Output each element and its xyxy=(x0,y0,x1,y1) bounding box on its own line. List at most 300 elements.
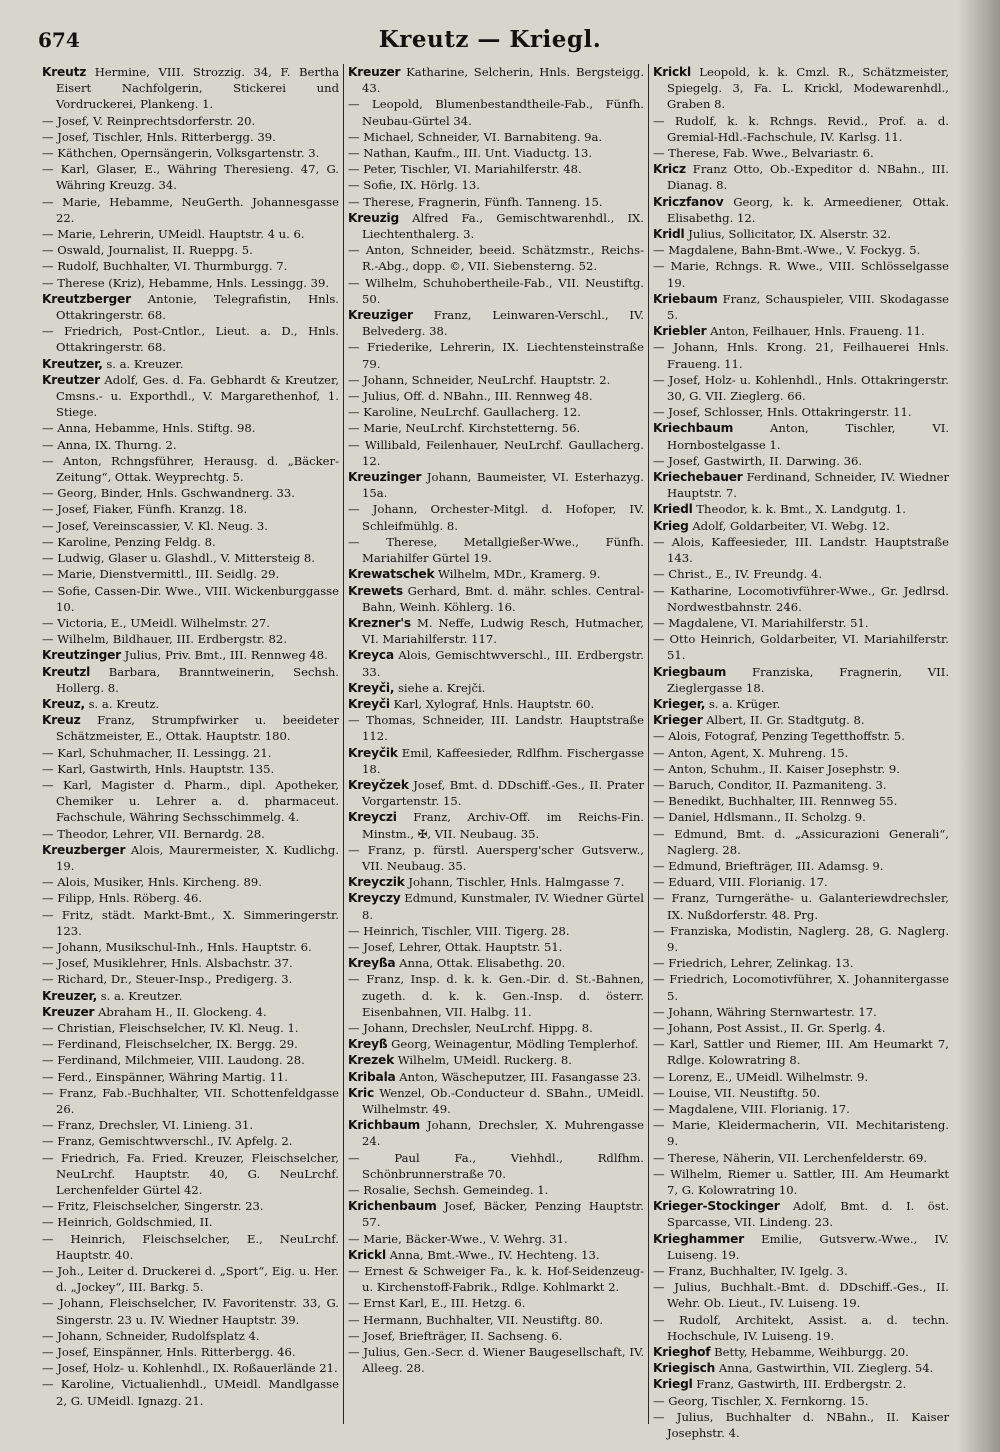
entry-details: Alfred Fa., Gemischtwarenhdl., IX. Liechtenthalerg. 3. xyxy=(362,210,644,242)
directory-entry xyxy=(42,631,339,647)
entry-details: — Therese, Näherin, VII. Lerchenfelderstr. 69. xyxy=(653,1150,928,1165)
directory-columns xyxy=(38,64,954,1441)
directory-entry xyxy=(42,777,339,826)
entry-details: — Franz, p. fürstl. Auersperg'scher Gutsverw., VII. Neubaug. 35. xyxy=(348,842,644,873)
entry-surname: Krieger-Stockinger xyxy=(653,1199,780,1214)
entry-details: — Josef, V. Reinprechtsdorferstr. 20. xyxy=(42,113,256,128)
directory-entry xyxy=(42,275,339,291)
entry-details: — Anton, Rchngsführer, Herausg. d. „Bäcker-Zeitung“, Ottak. Weyprechtg. 5. xyxy=(42,453,339,485)
entry-details: Edmund, Kunstmaler, IV. Wiedner Gürtel 8. xyxy=(362,891,644,922)
directory-entry xyxy=(42,1069,339,1085)
entry-surname: Krewatschek xyxy=(348,567,435,582)
entry-details: Alois, Maurermeister, X. Kudlichg. 19. xyxy=(56,842,340,873)
entry-details: Anna, Gastwirthin, VII. Zieglerg. 54. xyxy=(718,1361,934,1376)
directory-entry xyxy=(653,1150,949,1166)
entry-details: — Ernest & Schweiger Fa., k. k. Hof-Seidenzeug- u. Kirchenstoff-Fabrik., Rdlge. Kohlmarkt 2. xyxy=(348,1264,644,1295)
entry-details: Adolf, Bmt. d. I. öst. Sparcasse, VII. Lindeng. 23. xyxy=(667,1199,949,1230)
directory-entry xyxy=(348,372,644,388)
entry-details: — Johann, Drechsler, NeuLrchf. Hippg. 8. xyxy=(348,1020,593,1035)
directory-entry xyxy=(653,1312,949,1344)
directory-entry xyxy=(42,1150,339,1199)
directory-entry xyxy=(42,1376,339,1408)
entry-details: — Josef, Holz- u. Kohlenhdl., Hnls. Ottakringerstr. 30, G. VII. Zieglerg. 66. xyxy=(653,372,949,404)
entry-details: — Fritz, Fleischselcher, Singerstr. 23. xyxy=(42,1199,264,1214)
directory-entry xyxy=(653,1360,949,1376)
entry-details: — Marie, Bäcker-Wwe., V. Wehrg. 31. xyxy=(348,1231,568,1246)
directory-entry xyxy=(42,939,339,955)
entry-details: Josef, Bmt. d. DDschiff.-Ges., II. Prater Vorgartenstr. 15. xyxy=(362,777,645,809)
entry-surname: Kreyczi xyxy=(348,810,397,825)
entry-details: — Karl, Sattler und Riemer, III. Am Heumarkt 7, Rdlge. Kolowratring 8. xyxy=(653,1037,949,1068)
entry-details: — Julius, Buchhalt.-Bmt. d. DDschiff.-Ges., II. Wehr. Ob. Lieut., IV. Luiseng. 19. xyxy=(653,1280,949,1311)
entry-details: — Josef, Musiklehrer, Hnls. Alsbachstr. 37. xyxy=(42,956,293,971)
entry-surname: Kreyßa xyxy=(348,956,396,971)
entry-details: — Anton, Agent, X. Muhreng. 15. xyxy=(653,745,849,760)
entry-surname: Kreutzl xyxy=(42,664,91,679)
directory-entry xyxy=(348,583,644,615)
entry-surname: Krezek xyxy=(348,1053,394,1068)
entry-details: — Josef, Schlosser, Hnls. Ottakringerstr. 11. xyxy=(653,405,912,420)
directory-entry xyxy=(653,226,949,242)
entry-details: — Johann, Schneider, Rudolfsplatz 4. xyxy=(42,1328,260,1343)
entry-details: Johann, Tischler, Hnls. Halmgasse 7. xyxy=(408,875,625,890)
entry-details: — Karoline, NeuLrchf. Gaullacherg. 12. xyxy=(348,405,581,420)
directory-entry xyxy=(653,1231,949,1263)
entry-details: — Friederike, Lehrerin, IX. Liechtensteinstraße 79. xyxy=(348,340,644,371)
entry-details: — Johann, Post Assist., II. Gr. Sperlg. 4. xyxy=(653,1020,886,1035)
entry-surname: Krickl xyxy=(653,65,691,79)
entry-details: — Anna, IX. Thurng. 2. xyxy=(42,437,177,452)
directory-entry xyxy=(348,745,644,777)
directory-entry xyxy=(42,1231,339,1263)
directory-entry xyxy=(653,145,949,161)
directory-entry xyxy=(348,469,644,501)
directory-entry xyxy=(348,955,644,971)
directory-entry xyxy=(653,518,949,534)
entry-details: s. a. Krüger. xyxy=(708,696,781,711)
entry-details: — Theodor, Lehrer, VII. Bernardg. 28. xyxy=(42,826,265,841)
entry-surname: Kreyčzek xyxy=(348,777,409,792)
directory-entry xyxy=(653,242,949,258)
entry-details: — Johann, Musikschul-Inh., Hnls. Hauptstr. 6. xyxy=(42,939,312,954)
entry-surname: Kreutzberger xyxy=(42,291,131,306)
directory-entry xyxy=(42,453,339,485)
entry-details: — Anton, Schuhm., II. Kaiser Josephstr. 9. xyxy=(653,761,900,776)
directory-entry xyxy=(653,809,949,825)
directory-entry xyxy=(42,842,339,874)
entry-details: — Georg, Tischler, X. Fernkorng. 15. xyxy=(653,1393,869,1408)
entry-details: — Karl, Gastwirth, Hnls. Hauptstr. 135. xyxy=(42,761,275,776)
entry-details: — Daniel, Hdlsmann., II. Scholzg. 9. xyxy=(653,810,866,825)
entry-surname: Kreuzer xyxy=(348,65,401,79)
entry-details: Franziska, Fragnerin, VII. Zieglergasse 18. xyxy=(667,664,949,695)
directory-entry xyxy=(653,777,949,793)
directory-entry xyxy=(653,469,949,501)
running-head: Kreutz — Kriegl. xyxy=(378,26,602,53)
entry-details: — Christ., E., IV. Freundg. 4. xyxy=(653,567,823,582)
entry-details: — Richard, Dr., Steuer-Insp., Predigerg. 3. xyxy=(42,972,293,987)
directory-entry xyxy=(348,1182,644,1198)
entry-details: — Alois, Kaffeesieder, III. Landstr. Hauptstraße 143. xyxy=(653,534,949,566)
directory-entry xyxy=(348,307,644,339)
entry-details: — Marie, Rchngs. R. Wwe., VIII. Schlösselgasse 19. xyxy=(653,259,949,290)
directory-entry xyxy=(348,534,644,566)
directory-entry xyxy=(653,874,949,890)
entry-details: Josef, Bäcker, Penzing Hauptstr. 57. xyxy=(362,1199,644,1230)
directory-entry xyxy=(348,339,644,371)
directory-entry xyxy=(348,1052,644,1068)
column-middle xyxy=(343,64,648,1424)
entry-details: — Therese, Fragnerin, Fünfh. Tanneng. 15. xyxy=(348,194,603,209)
entry-details: — Heinrich, Tischler, VIII. Tigerg. 28. xyxy=(348,923,570,938)
directory-entry xyxy=(42,1295,339,1327)
directory-entry xyxy=(348,388,644,404)
directory-entry xyxy=(348,842,644,874)
directory-entry xyxy=(653,1036,949,1068)
entry-details: Betty, Hebamme, Weihburgg. 20. xyxy=(714,1345,909,1360)
entry-details: — Wilhelm, Schuhobertheile-Fab., VII. Neustiftg. 50. xyxy=(348,275,644,306)
entry-details: — Rosalie, Sechsh. Gemeindeg. 1. xyxy=(348,1183,549,1198)
entry-details: Katharine, Selcherin, Hnls. Bergsteigg. 43. xyxy=(362,65,645,96)
entry-details: — Christian, Fleischselcher, IV. Kl. Neug. 1. xyxy=(42,1020,299,1035)
directory-entry xyxy=(653,971,949,1003)
directory-entry xyxy=(42,242,339,258)
directory-entry xyxy=(348,64,644,96)
directory-entry xyxy=(653,1198,949,1230)
entry-details: — Filipp, Hnls. Röberg. 46. xyxy=(42,891,203,906)
entry-details: — Victoria, E., UMeidl. Wilhelmstr. 27. xyxy=(42,615,270,630)
entry-surname: Kreyca xyxy=(348,648,394,663)
directory-entry xyxy=(42,437,339,453)
entry-details: Leopold, k. k. Cmzl. R., Schätzmeister, Spiegelg. 3, Fa. L. Krickl, Modewarenhdl., Graben 8. xyxy=(667,65,950,112)
entry-details: — Therese (Kriz), Hebamme, Hnls. Lessingg. 39. xyxy=(42,275,330,290)
entry-details: — Johann, Schneider, NeuLrchf. Hauptstr. 2. xyxy=(348,372,611,387)
entry-surname: Kreutzer, xyxy=(42,356,103,371)
directory-entry xyxy=(348,1344,644,1376)
entry-details: — Ernst Karl, E., III. Hetzg. 6. xyxy=(348,1296,526,1311)
entry-details: Franz, Strumpfwirker u. beeideter Schätzmeister, E., Ottak. Hauptstr. 180. xyxy=(56,713,339,744)
entry-surname: Kreuzig xyxy=(348,210,399,225)
entry-surname: Krieger, xyxy=(653,696,706,711)
directory-entry xyxy=(653,323,949,339)
entry-details: Adolf, Ges. d. Fa. Gebhardt & Kreutzer, Cmsns.- u. Exporthdl., V. Margarethenhof, 1. Stiege. xyxy=(56,372,339,420)
entry-surname: Krewets xyxy=(348,583,403,598)
entry-details: Emil, Kaffeesieder, Rdlfhm. Fischergasse 18. xyxy=(362,745,645,776)
directory-entry xyxy=(348,1117,644,1149)
column-right xyxy=(648,64,953,1441)
directory-entry xyxy=(42,696,339,712)
entry-surname: Kriegbaum xyxy=(653,664,727,679)
directory-entry xyxy=(653,761,949,777)
entry-details: Anton, Wäscheputzer, III. Fasangasse 23. xyxy=(399,1069,642,1084)
page-header xyxy=(38,26,942,62)
entry-details: Georg, Weinagentur, Mödling Templerhof. xyxy=(391,1037,639,1052)
directory-entry xyxy=(42,1052,339,1068)
entry-details: — Lorenz, E., UMeidl. Wilhelmstr. 9. xyxy=(653,1069,869,1084)
entry-details: — Marie, Kleidermacherin, VII. Mechitaristeng. 9. xyxy=(653,1118,949,1149)
directory-entry xyxy=(42,1117,339,1133)
entry-surname: Kreuzinger xyxy=(348,470,422,485)
entry-surname: Kridl xyxy=(653,227,685,242)
entry-details: — Josef, Tischler, Hnls. Ritterbergg. 39. xyxy=(42,129,276,144)
directory-entry xyxy=(348,129,644,145)
entry-details: Barbara, Branntweinerin, Sechsh. Hollerg. 8. xyxy=(56,664,339,695)
entry-details: — Ferd., Einspänner, Währing Martig. 11. xyxy=(42,1069,288,1084)
entry-details: Ferdinand, Schneider, IV. Wiedner Hauptstr. 7. xyxy=(667,470,950,501)
entry-surname: Kribala xyxy=(348,1069,396,1084)
directory-entry xyxy=(653,194,949,226)
entry-details: — Marie, Hebamme, NeuGerth. Johannesgasse 22. xyxy=(42,194,339,225)
entry-details: Karl, Xylograf, Hnls. Hauptstr. 60. xyxy=(393,696,595,711)
directory-entry xyxy=(348,1198,644,1230)
entry-details: — Franz, Gemischtwverschl., IV. Apfelg. 2. xyxy=(42,1134,293,1149)
directory-entry xyxy=(653,1263,949,1279)
entry-details: — Josef, Einspänner, Hnls. Ritterbergg. 46. xyxy=(42,1345,296,1360)
entry-details: — Johann, Orchester-Mitgl. d. Hofoper, IV. Schleifmühlg. 8. xyxy=(348,502,644,533)
entry-details: — Marie, Lehrerin, UMeidl. Hauptstr. 4 u. 6. xyxy=(42,227,305,242)
entry-surname: Kriechbaum xyxy=(653,421,734,436)
directory-entry xyxy=(348,1263,644,1295)
directory-entry xyxy=(348,647,644,679)
entry-details: — Marie, Dienstvermittl., III. Seidlg. 29. xyxy=(42,567,280,582)
directory-entry xyxy=(42,501,339,517)
column-left xyxy=(38,64,343,1424)
directory-entry xyxy=(653,64,949,113)
directory-entry xyxy=(653,615,949,631)
entry-details: — Baruch, Conditor, II. Pazmaniteng. 3. xyxy=(653,777,887,792)
directory-entry xyxy=(653,161,949,193)
entry-details: — Josef, Fiaker, Fünfh. Kranzg. 18. xyxy=(42,502,248,517)
directory-entry xyxy=(42,1133,339,1149)
entry-details: — Georg, Binder, Hnls. Gschwandnerg. 33. xyxy=(42,486,295,501)
directory-entry xyxy=(348,275,644,307)
directory-entry xyxy=(348,566,644,582)
directory-entry xyxy=(348,501,644,533)
entry-surname: Krichbaum xyxy=(348,1118,421,1133)
entry-details: Antonie, Telegrafistin, Hnls. Ottakringerstr. 68. xyxy=(56,291,339,323)
entry-details: Anna, Ottak. Elisabethg. 20. xyxy=(399,956,566,971)
directory-entry xyxy=(42,971,339,987)
directory-entry xyxy=(42,1198,339,1214)
directory-entry xyxy=(42,420,339,436)
entry-surname: Kreutzer xyxy=(42,372,100,387)
directory-entry xyxy=(42,1004,339,1020)
entry-details: — Rudolf, k. k. Rchngs. Revid., Prof. a. d. Gremial-Hdl.-Fachschule, IV. Karlsg. 11. xyxy=(653,113,949,144)
entry-details: — Josef, Holz- u. Kohlenhdl., IX. Roßauerlände 21. xyxy=(42,1361,338,1376)
directory-entry xyxy=(42,1020,339,1036)
entry-surname: Kriebaum xyxy=(653,291,718,306)
directory-entry xyxy=(42,988,339,1004)
entry-details: Abraham H., II. Glockeng. 4. xyxy=(98,1004,267,1019)
directory-entry xyxy=(348,1231,644,1247)
entry-details: — Johann, Währing Sternwartestr. 17. xyxy=(653,1004,877,1019)
directory-entry xyxy=(42,874,339,890)
entry-details: Wenzel, Ob.-Conducteur d. SBahn., UMeidl. Wilhelmstr. 49. xyxy=(362,1085,644,1116)
entry-details: Albert, II. Gr. Stadtgutg. 8. xyxy=(706,713,865,728)
entry-details: — Franz, Turngeräthe- u. Galanteriewdrechsler, IX. Nußdorferstr. 48. Prg. xyxy=(653,891,949,922)
entry-details: — Josef, Lehrer, Ottak. Hauptstr. 51. xyxy=(348,939,563,954)
entry-details: — Julius, Buchhalter d. NBahn., II. Kaiser Josephstr. 4. xyxy=(653,1409,949,1441)
entry-details: — Julius, Off. d. NBahn., III. Rennweg 48. xyxy=(348,389,593,404)
entry-details: — Nathan, Kaufm., III. Unt. Viaductg. 13. xyxy=(348,146,593,161)
entry-details: — Karl, Glaser, E., Währing Theresieng. 47, G. Währing Kreuzg. 34. xyxy=(42,162,339,193)
entry-details: — Leopold, Blumenbestandtheile-Fab., Fünfh. Neubau-Gürtel 34. xyxy=(348,97,644,128)
directory-entry xyxy=(653,566,949,582)
directory-entry xyxy=(653,1166,949,1198)
entry-surname: Kric xyxy=(348,1085,375,1100)
entry-details: — Magdalene, Bahn-Bmt.-Wwe., V. Fockyg. 5. xyxy=(653,243,921,258)
directory-entry xyxy=(42,826,339,842)
entry-details: Anton, Feilhauer, Hnls. Fraueng. 11. xyxy=(710,324,925,339)
entry-surname: Kreuzer xyxy=(42,1004,95,1019)
entry-details: — Heinrich, Goldschmied, II. xyxy=(42,1215,213,1230)
directory-entry xyxy=(653,1004,949,1020)
entry-details: Julius, Sollicitator, IX. Alserstr. 32. xyxy=(688,227,891,242)
entry-details: — Marie, NeuLrchf. Kirchstetterng. 56. xyxy=(348,421,581,436)
entry-surname: Krezner's xyxy=(348,615,411,630)
entry-details: — Louise, VII. Neustiftg. 50. xyxy=(653,1085,821,1100)
directory-entry xyxy=(348,696,644,712)
entry-surname: Kreyči, xyxy=(348,680,395,695)
entry-details: — Fritz, städt. Markt-Bmt., X. Simmeringerstr. 123. xyxy=(42,907,339,938)
directory-entry xyxy=(653,501,949,517)
directory-entry xyxy=(42,1344,339,1360)
directory-entry xyxy=(653,583,949,615)
entry-details: — Magdalene, VIII. Florianig. 17. xyxy=(653,1102,850,1116)
entry-surname: Kriedl xyxy=(653,502,693,517)
directory-entry xyxy=(42,955,339,971)
entry-details: — Franz, Fab.-Buchhalter, VII. Schottenfeldgasse 26. xyxy=(42,1085,339,1116)
entry-details: Julius, Priv. Bmt., III. Rennweg 48. xyxy=(124,648,328,663)
entry-details: — Josef, Briefträger, II. Sachseng. 6. xyxy=(348,1328,563,1343)
entry-surname: Kreuzer, xyxy=(42,988,98,1003)
entry-details: Gerhard, Bmt. d. mähr. schles. Central-Bahn, Weinh. Köhlerg. 16. xyxy=(362,583,644,614)
directory-entry xyxy=(42,745,339,761)
entry-details: — Rudolf, Buchhalter, VI. Thurmburgg. 7. xyxy=(42,259,288,274)
directory-entry xyxy=(42,1214,339,1230)
directory-entry xyxy=(653,858,949,874)
directory-entry xyxy=(348,939,644,955)
entry-details: Johann, Drechsler, X. Muhrengasse 24. xyxy=(362,1118,644,1149)
entry-details: — Oswald, Journalist, II. Rueppg. 5. xyxy=(42,243,253,258)
entry-details: — Thomas, Schneider, III. Landstr. Hauptstraße 112. xyxy=(348,713,644,744)
entry-details: — Karoline, Victualienhdl., UMeidl. Mandlgasse 2, G. UMeidl. Ignazg. 21. xyxy=(42,1377,339,1408)
directory-entry xyxy=(653,372,949,404)
entry-details: Franz, Leinwaren-Verschl., IV. Belvederg. 38. xyxy=(362,308,644,339)
entry-surname: Krickl xyxy=(348,1247,386,1262)
directory-entry xyxy=(42,372,339,421)
entry-surname: Kreuzberger xyxy=(42,842,126,857)
directory-entry xyxy=(42,258,339,274)
entry-details: — Edmund, Briefträger, III. Adamsg. 9. xyxy=(653,858,884,873)
directory-entry xyxy=(348,1036,644,1052)
directory-entry xyxy=(653,453,949,469)
entry-details: — Friedrich, Lehrer, Zelinkag. 13. xyxy=(653,956,854,971)
entry-surname: Kreutzinger xyxy=(42,648,121,663)
entry-details: — Alois, Fotograf, Penzing Tegetthoffstr. 5. xyxy=(653,729,905,744)
directory-entry xyxy=(42,566,339,582)
directory-entry xyxy=(348,890,644,922)
directory-entry xyxy=(348,1295,644,1311)
directory-entry xyxy=(42,1263,339,1295)
directory-entry xyxy=(653,1279,949,1311)
entry-details: Adolf, Goldarbeiter, VI. Webg. 12. xyxy=(692,518,890,533)
directory-entry xyxy=(653,113,949,145)
directory-entry xyxy=(348,145,644,161)
entry-details: — Rudolf, Architekt, Assist. a. d. techn. Hochschule, IV. Luiseng. 19. xyxy=(653,1312,949,1343)
entry-details: — Wilhelm, Riemer u. Sattler, III. Am Heumarkt 7, G. Kolowratring 10. xyxy=(653,1166,949,1198)
entry-details: M. Neffe, Ludwig Resch, Hutmacher, VI. Mariahilferstr. 117. xyxy=(362,615,644,647)
entry-details: — Friedrich, Locomotivführer, X. Johannitergasse 5. xyxy=(653,972,949,1003)
entry-details: — Michael, Schneider, VI. Barnabiteng. 9a. xyxy=(348,129,603,144)
entry-details: Anton, Tischler, VI. Hornbostelgasse 1. xyxy=(667,421,950,452)
directory-entry xyxy=(348,242,644,274)
directory-entry xyxy=(348,1020,644,1036)
entry-details: Franz, Archiv-Off. im Reichs-Fin. Minstm., ✠, VII. Neubaug. 35. xyxy=(362,810,644,841)
directory-entry xyxy=(348,210,644,242)
directory-entry xyxy=(42,615,339,631)
entry-surname: Kriegisch xyxy=(653,1361,716,1376)
entry-surname: Krieger xyxy=(653,713,703,728)
entry-details: — Sofie, IX. Hörlg. 13. xyxy=(348,178,480,193)
entry-details: — Heinrich, Fleischselcher, E., NeuLrchf. Hauptstr. 40. xyxy=(42,1231,339,1262)
entry-details: — Paul Fa., Viehhdl., Rdlfhm. Schönbrunnerstraße 70. xyxy=(348,1150,644,1181)
entry-details: — Alois, Musiker, Hnls. Kircheng. 89. xyxy=(42,875,262,890)
directory-entry xyxy=(42,485,339,501)
entry-details: Wilhelm, MDr., Kramerg. 9. xyxy=(438,567,601,582)
entry-details: — Anna, Hebamme, Hnls. Stiftg. 98. xyxy=(42,421,256,436)
entry-details: Franz Otto, Ob.-Expeditor d. NBahn., III. Dianag. 8. xyxy=(667,162,949,193)
page-edge-shadow xyxy=(958,0,1000,1452)
entry-details: siehe a. Krejči. xyxy=(397,680,486,695)
directory-entry xyxy=(653,291,949,323)
entry-details: — Benedikt, Buchhalter, III. Rennweg 55. xyxy=(653,794,898,809)
directory-entry xyxy=(348,615,644,647)
entry-surname: Kreutz xyxy=(42,65,87,79)
entry-details: — Karl, Schuhmacher, II. Lessingg. 21. xyxy=(42,745,272,760)
directory-entry xyxy=(348,809,644,841)
entry-details: s. a. Kreutzer. xyxy=(100,988,183,1003)
entry-details: — Karoline, Penzing Feldg. 8. xyxy=(42,534,216,549)
directory-entry xyxy=(348,1069,644,1085)
directory-entry xyxy=(348,777,644,809)
directory-entry xyxy=(653,793,949,809)
entry-surname: Kreyči xyxy=(348,696,390,711)
directory-entry xyxy=(653,728,949,744)
directory-entry xyxy=(42,664,339,696)
directory-entry xyxy=(653,1409,949,1441)
directory-entry xyxy=(42,761,339,777)
directory-entry xyxy=(348,404,644,420)
directory-entry xyxy=(348,712,644,744)
directory-entry xyxy=(653,1069,949,1085)
directory-entry xyxy=(653,696,949,712)
entry-details: — Friedrich, Fa. Fried. Kreuzer, Fleischselcher, NeuLrchf. Hauptstr. 40, G. NeuLrchf. Lerchenfelder Gürtel 42. xyxy=(42,1150,339,1198)
entry-details: Wilhelm, UMeidl. Ruckerg. 8. xyxy=(397,1053,572,1068)
directory-entry xyxy=(653,664,949,696)
directory-entry xyxy=(653,1020,949,1036)
directory-entry xyxy=(42,583,339,615)
entry-surname: Kriczfanov xyxy=(653,194,724,209)
entry-details: s. a. Kreuzer. xyxy=(106,356,184,371)
directory-entry xyxy=(42,323,339,355)
entry-details: — Johann, Hnls. Krong. 21, Feilhauerei Hnls. Fraueng. 11. xyxy=(653,340,949,371)
directory-entry xyxy=(42,194,339,226)
entry-surname: Kriebler xyxy=(653,324,707,339)
directory-entry xyxy=(42,161,339,193)
entry-details: Alois, Gemischtwverschl., III. Erdbergstr. 33. xyxy=(362,648,644,679)
entry-details: — Katharine, Locomotivführer-Wwe., Gr. Jedlrsd. Nordwestbahnstr. 246. xyxy=(653,583,949,614)
